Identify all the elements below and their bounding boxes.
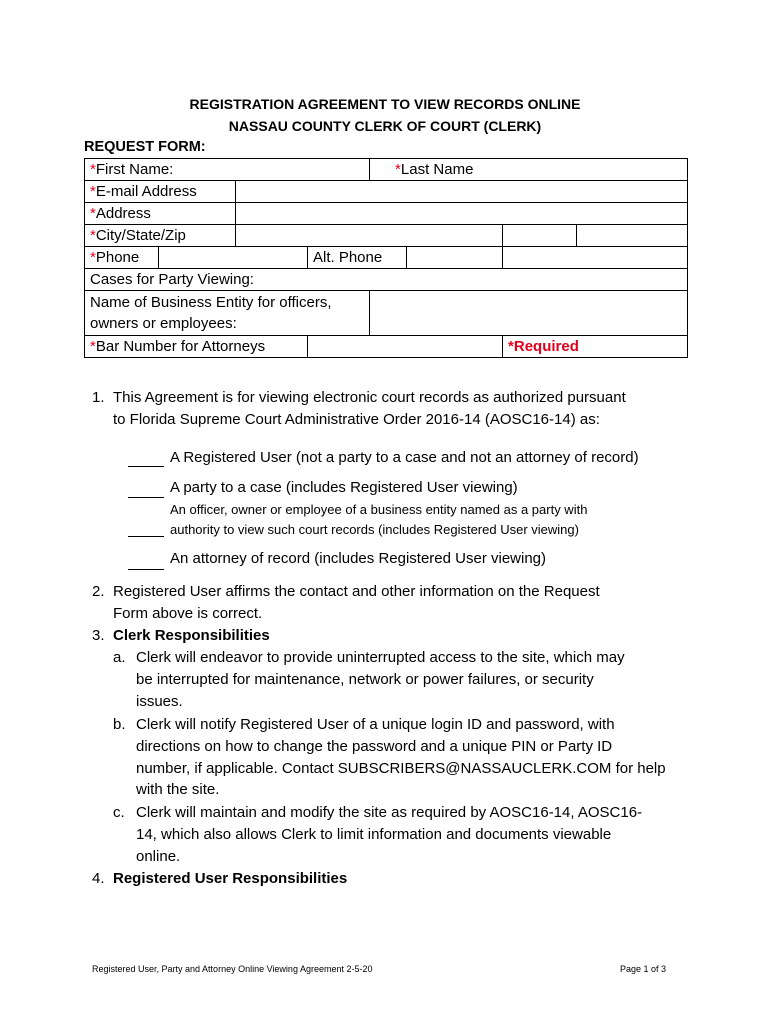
item3-number: 3. bbox=[92, 627, 105, 644]
item1-line1: This Agreement is for viewing electronic court records as authorized pursuant bbox=[113, 389, 626, 406]
email-label: E-mail Address bbox=[95, 183, 197, 200]
item3a-line1: Clerk will endeavor to provide uninterrupted access to the site, which may bbox=[136, 649, 625, 666]
attorney-option: An attorney of record (includes Registered User viewing) bbox=[170, 550, 547, 567]
form-row-cases bbox=[85, 269, 688, 291]
item3b-letter: b. bbox=[113, 716, 126, 733]
officer-option-line1: An officer, owner or employee of a business entity named as a party with bbox=[170, 502, 588, 517]
address-label: Address bbox=[95, 205, 151, 222]
bar-number-label: Bar Number for Attorneys bbox=[95, 338, 266, 355]
city-state-zip-label-cell: *City/State/Zip bbox=[85, 225, 236, 247]
document-title-line2: NASSAU COUNTY CLERK OF COURT (CLERK) bbox=[228, 118, 542, 134]
officer-option-line2: authority to view such court records (includes Registered User viewing) bbox=[170, 522, 579, 537]
item3a-letter: a. bbox=[113, 649, 126, 666]
form-row-email bbox=[85, 181, 688, 203]
officer-option bbox=[170, 500, 587, 540]
form-row-bar-number bbox=[85, 336, 688, 358]
document-title-line1: REGISTRATION AGREEMENT TO VIEW RECORDS ONLINE bbox=[189, 96, 581, 112]
form-row-city-state-zip bbox=[85, 225, 688, 247]
party-option: A party to a case (includes Registered User viewing) bbox=[170, 479, 518, 496]
footer-page-number: Page 1 of 3 bbox=[620, 964, 667, 974]
item1-line2: to Florida Supreme Court Administrative Order 2016-14 (AOSC16-14) as: bbox=[113, 410, 600, 428]
item3b-line2: directions on how to change the password and a unique PIN or Party ID bbox=[136, 737, 613, 755]
city-input-cell[interactable] bbox=[236, 225, 503, 247]
item3c-line1: Clerk will maintain and modify the site as required by AOSC16-14, AOSC16- bbox=[136, 804, 643, 821]
officer-blank[interactable] bbox=[128, 536, 164, 537]
item3a-text bbox=[136, 647, 625, 712]
item2-line1: Registered User affirms the contact and other information on the Request bbox=[113, 583, 600, 600]
item3b-line1: Clerk will notify Registered User of a unique login ID and password, with bbox=[136, 716, 615, 733]
city-state-zip-label: City/State/Zip bbox=[95, 227, 186, 244]
request-form-table bbox=[84, 158, 688, 358]
bar-number-label-cell: *Bar Number for Attorneys bbox=[85, 336, 308, 358]
first-name-field[interactable]: *First Name: bbox=[85, 159, 370, 181]
phone-input-cell[interactable] bbox=[159, 247, 308, 269]
attorney-blank[interactable] bbox=[128, 569, 164, 570]
bar-number-input-cell[interactable] bbox=[308, 336, 503, 358]
item3b-line3: number, if applicable. Contact SUBSCRIBERS@NASSAUCLERK.COM for help bbox=[136, 759, 666, 777]
item2-number: 2. bbox=[92, 583, 105, 600]
cases-label: Cases for Party Viewing: bbox=[90, 271, 254, 288]
phone-label: Phone bbox=[95, 249, 140, 266]
item4-number: 4. bbox=[92, 870, 105, 887]
item3-heading: Clerk Responsibilities bbox=[113, 627, 270, 644]
form-row-name bbox=[85, 159, 688, 181]
item1-number: 1. bbox=[92, 389, 105, 406]
item3c-line2: 14, which also allows Clerk to limit information and documents viewable bbox=[136, 825, 612, 843]
registered-user-blank[interactable] bbox=[128, 466, 164, 467]
alt-phone-label-cell bbox=[308, 247, 407, 269]
item3a-line2: be interrupted for maintenance, network or power failures, or security bbox=[136, 670, 594, 688]
business-label-line2: owners or employees: bbox=[90, 315, 237, 332]
business-input-cell[interactable] bbox=[370, 291, 688, 336]
zip-input-cell[interactable] bbox=[577, 225, 688, 247]
address-input-cell[interactable] bbox=[236, 203, 688, 225]
business-label-cell bbox=[85, 291, 370, 336]
cases-field[interactable] bbox=[85, 269, 688, 291]
last-name-field[interactable]: *Last Name bbox=[370, 159, 688, 181]
item3c-letter: c. bbox=[113, 804, 125, 821]
required-note: *Required bbox=[508, 338, 579, 355]
first-name-label: First Name: bbox=[95, 161, 174, 178]
alt-phone-input-cell[interactable] bbox=[407, 247, 503, 269]
item1-text bbox=[113, 387, 626, 431]
required-note-cell bbox=[503, 336, 688, 358]
business-label-line1: Name of Business Entity for officers, bbox=[90, 294, 332, 311]
item3c-line3: online. bbox=[136, 847, 181, 865]
item3b-text bbox=[136, 714, 666, 801]
item2-text bbox=[113, 581, 600, 625]
email-input-cell[interactable] bbox=[236, 181, 688, 203]
request-form-heading: REQUEST FORM: bbox=[84, 139, 206, 155]
state-input-cell[interactable] bbox=[503, 225, 577, 247]
item4-heading: Registered User Responsibilities bbox=[113, 870, 348, 887]
alt-phone-ext-cell[interactable] bbox=[503, 247, 688, 269]
alt-phone-label: Alt. Phone bbox=[313, 249, 383, 266]
party-blank[interactable] bbox=[128, 497, 164, 498]
item2-line2: Form above is correct. bbox=[113, 604, 263, 622]
registered-user-option: A Registered User (not a party to a case and not an attorney of record) bbox=[170, 449, 639, 466]
item3b-line4: with the site. bbox=[136, 781, 220, 799]
form-row-business bbox=[85, 291, 688, 336]
item3c-text bbox=[136, 802, 642, 867]
form-row-phone bbox=[85, 247, 688, 269]
form-row-address bbox=[85, 203, 688, 225]
phone-label-cell: *Phone bbox=[85, 247, 159, 269]
item3a-line3: issues. bbox=[136, 692, 183, 710]
last-name-label: Last Name bbox=[400, 161, 474, 178]
footer-document-name: Registered User, Party and Attorney Online Viewing Agreement 2-5-20 bbox=[92, 964, 373, 974]
email-label-cell: *E-mail Address bbox=[85, 181, 236, 203]
address-label-cell: *Address bbox=[85, 203, 236, 225]
